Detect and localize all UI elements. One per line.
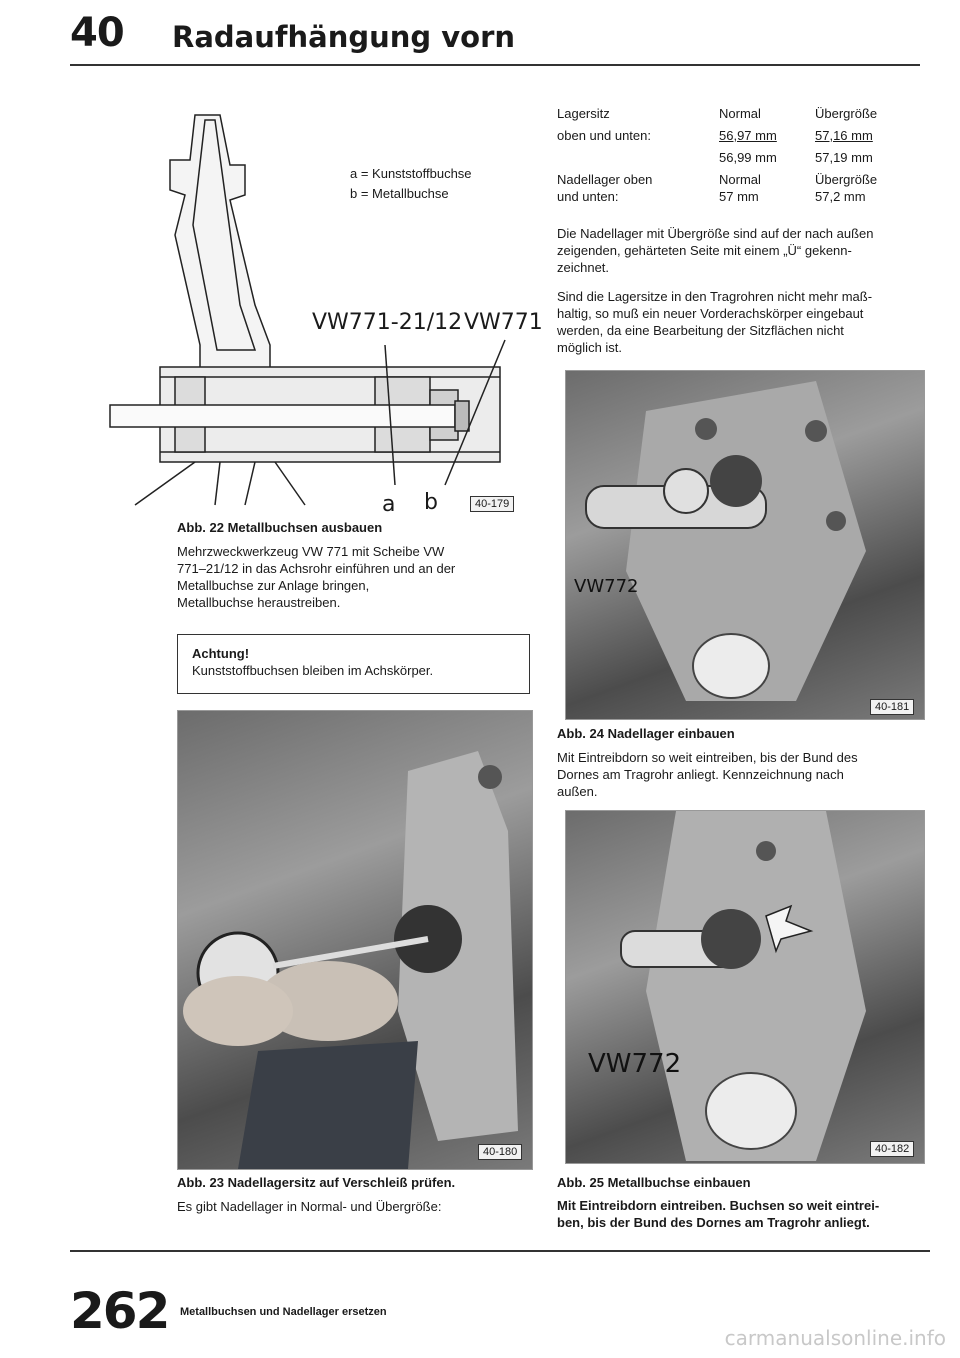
table-row: oben und unten: 56,97 mm 57,16 mm	[557, 128, 873, 143]
bearing-seat-paragraph: Sind die Lagersitze in den Tragrohren nicht mehr maß- haltig, so muß ein neuer Vorderachskörper eingebaut werden, da eine Bearbeitung der Sitzflächen nicht möglich ist.	[557, 289, 873, 355]
table-row: Lagersitz Normal Übergröße	[557, 106, 878, 121]
fig22-ref: 40-179	[470, 496, 514, 512]
fig24-tool-label: VW772	[574, 576, 639, 597]
warning-box	[177, 634, 530, 694]
oversize-paragraph: Die Nadellager mit Übergröße sind auf der nach außen zeigenden, gehärteten Seite mit einem „Ü“ gekenn- zeichnet.	[557, 226, 874, 275]
bearing-size-table	[557, 106, 877, 211]
fig22-part-a: a	[382, 492, 396, 517]
fig24-text: Mit Eintreibdorn so weit eintreiben, bis der Bund des Dornes am Tragrohr anliegt. Kennzeichnung nach außen.	[557, 750, 858, 799]
fig25-tool-label: VW772	[588, 1049, 682, 1079]
header-rule	[70, 64, 920, 66]
fig22-text: Mehrzweckwerkzeug VW 771 mit Scheibe VW 771–21/12 in das Achsrohr einführen und an der Metallbuchse zur Anlage bringen, Metallbuchse heraustreiben.	[177, 544, 456, 610]
warning-title: Achtung!	[192, 646, 250, 661]
table-row: 56,99 mm 57,19 mm	[719, 150, 873, 165]
fig22-tool-label-left: VW771-21/12	[312, 310, 463, 335]
fig24-caption: Abb. 24 Nadellager einbauen	[557, 726, 735, 741]
fig25-caption: Abb. 25 Metallbuchse einbauen	[557, 1175, 751, 1190]
fig23-caption: Abb. 23 Nadellagersitz auf Verschleiß prüfen.	[177, 1175, 456, 1190]
warning-text: Kunststoffbuchsen bleiben im Achskörper.	[192, 663, 434, 678]
footer-section-title: Metallbuchsen und Nadellager ersetzen	[180, 1306, 387, 1318]
fig25-text: Mit Eintreibdorn eintreiben. Buchsen so weit eintrei- ben, bis der Bund des Dornes am Tragrohr anliegt.	[557, 1198, 880, 1230]
fig22-caption: Abb. 22 Metallbuchsen ausbauen	[177, 520, 383, 535]
table-row: und unten: 57 mm 57,2 mm	[557, 189, 866, 204]
fig23-text: Es gibt Nadellager in Normal- und Übergröße:	[177, 1199, 442, 1214]
metal-bushing-install-photo-icon	[566, 811, 924, 1163]
fig24-ref: 40-181	[870, 699, 914, 715]
chapter-title: Radaufhängung vorn	[172, 20, 516, 54]
needle-bearing-install-photo-icon	[566, 371, 924, 719]
fig22-legend-a: a = Kunststoffbuchse	[350, 166, 472, 181]
fig24-photo	[565, 370, 925, 720]
fig23-photo	[177, 710, 533, 1170]
fig22-tool-label-right: VW771	[464, 310, 543, 335]
fig22-part-b: b	[424, 490, 438, 515]
chapter-number: 40	[70, 10, 124, 56]
fig23-ref: 40-180	[478, 1144, 522, 1160]
page-number: 262	[70, 1282, 169, 1340]
fig25-photo	[565, 810, 925, 1164]
dial-gauge-photo-icon	[178, 711, 532, 1169]
fig25-ref: 40-182	[870, 1141, 914, 1157]
table-row: Nadellager oben Normal Übergröße	[557, 172, 878, 187]
watermark: carmanualsonline.info	[724, 1326, 946, 1350]
footer-rule	[70, 1250, 930, 1252]
fig22-legend-b: b = Metallbuchse	[350, 186, 449, 201]
